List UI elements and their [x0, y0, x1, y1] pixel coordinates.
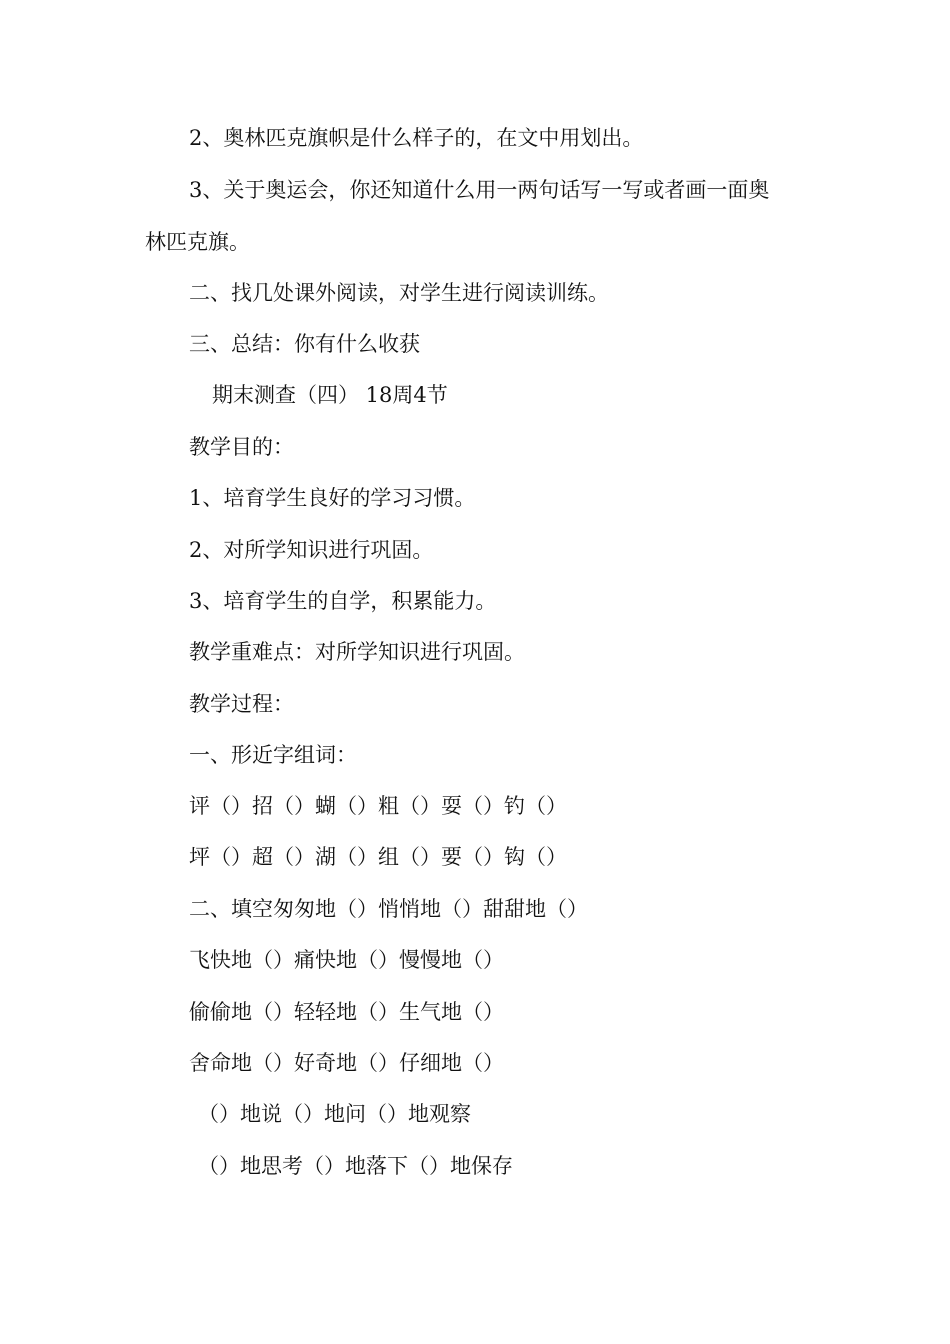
text-line: 三、总结：你有什么收获: [189, 332, 420, 356]
text-line: 偷偷地（）轻轻地（）生气地（）: [189, 1000, 504, 1024]
text-line: 评（）招（）蝴（）粗（）耍（）钓（）: [189, 794, 567, 818]
section-title: 期末测查（四） 18周4节: [212, 383, 448, 407]
text-line: 3、关于奥运会，你还知道什么用一两句话写一写或者画一面奥: [189, 178, 770, 202]
text-line: （）地思考（）地落下（）地保存: [198, 1154, 513, 1178]
text-line: 二、找几处课外阅读，对学生进行阅读训练。: [189, 281, 609, 305]
text-line: 1、培育学生良好的学习习惯。: [189, 486, 476, 510]
text-line: 飞快地（）痛快地（）慢慢地（）: [189, 948, 504, 972]
text-line: 教学目的：: [189, 435, 294, 459]
text-line: 舍命地（）好奇地（）仔细地（）: [189, 1051, 504, 1075]
text-line: 教学过程：: [189, 692, 294, 716]
text-line: 坪（）超（）湖（）组（）要（）钩（）: [189, 845, 567, 869]
text-line: 一、形近字组词：: [189, 743, 357, 767]
text-line: 二、填空匆匆地（）悄悄地（）甜甜地（）: [189, 897, 588, 921]
text-line: （）地说（）地问（）地观察: [198, 1102, 471, 1126]
text-line: 林匹克旗。: [145, 230, 250, 254]
text-line: 2、对所学知识进行巩固。: [189, 538, 434, 562]
text-line: 3、培育学生的自学，积累能力。: [189, 589, 497, 613]
text-line: 教学重难点：对所学知识进行巩固。: [189, 640, 525, 664]
text-line: 2、奥林匹克旗帜是什么样子的，在文中用划出。: [189, 126, 644, 150]
